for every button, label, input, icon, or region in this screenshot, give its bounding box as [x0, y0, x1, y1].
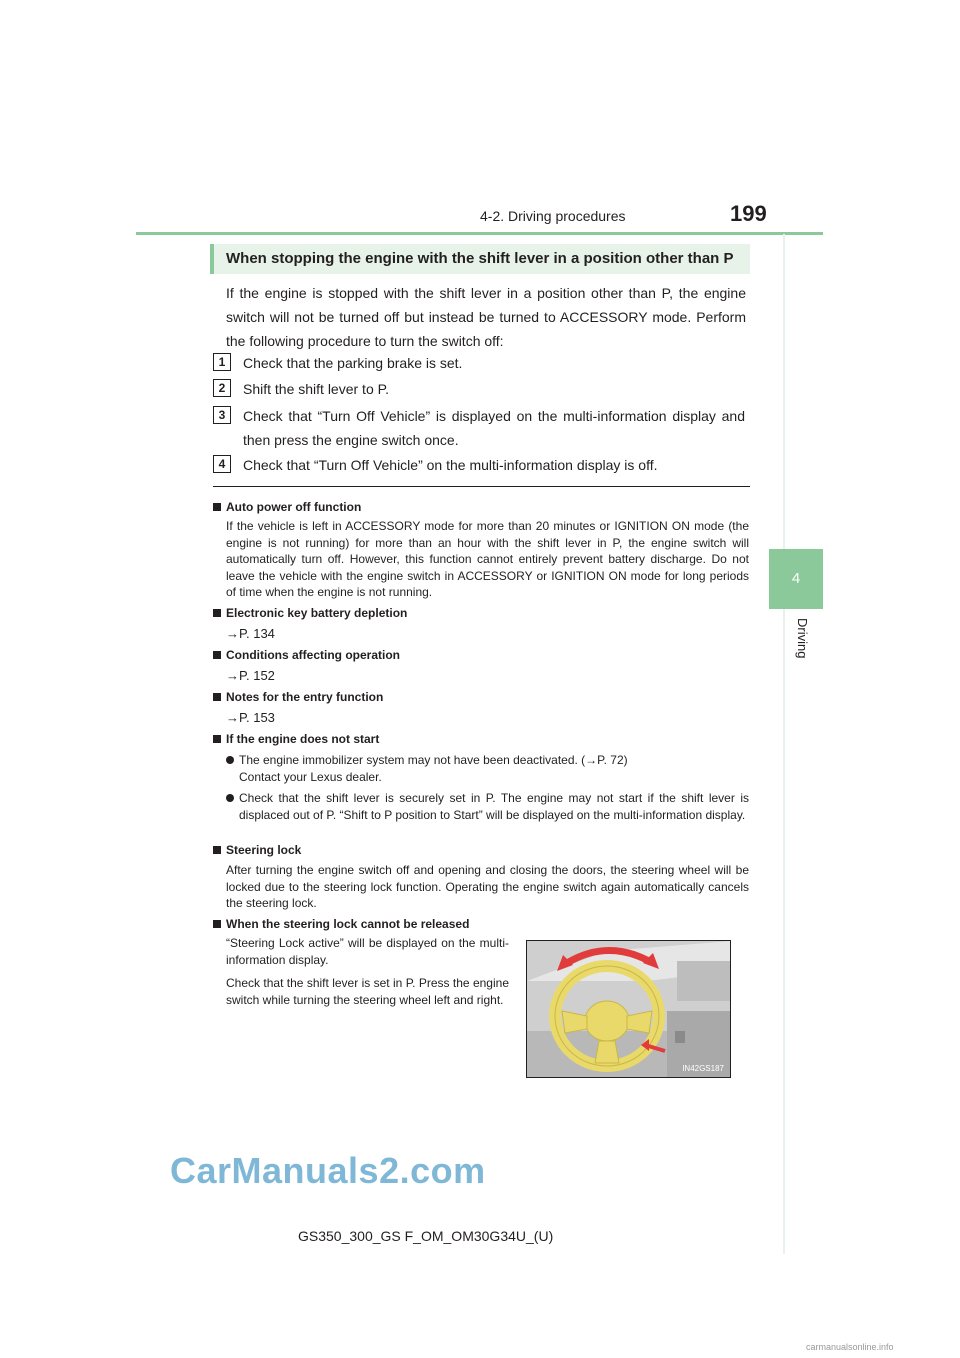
square-bullet-icon [213, 693, 221, 701]
step-number-badge: 2 [213, 379, 231, 397]
section-heading-text: When stopping the engine with the shift lever in a position other than P [226, 250, 734, 267]
header-rule [136, 232, 823, 235]
note-title: Steering lock [213, 843, 301, 857]
site-watermark: carmanualsonline.info [806, 1342, 894, 1352]
step-number-badge: 1 [213, 353, 231, 371]
page-reference[interactable]: →P. 152 [226, 668, 275, 683]
running-header-section: 4-2. Driving procedures [480, 208, 626, 224]
intro-paragraph: If the engine is stopped with the shift lever in a position other than P, the engine switch will not be turned off but instead be turned to ACCESSORY mode. Perform the following procedure to turn the switch off: [226, 285, 746, 349]
step-number-badge: 3 [213, 406, 231, 424]
page-reference[interactable]: →P. 134 [226, 626, 275, 641]
steering-wheel-drawing [527, 941, 731, 1078]
step-text: Check that the parking brake is set. [243, 355, 463, 371]
illustration-code: IN42GS187 [682, 1064, 724, 1073]
note-paragraph: “Steering Lock active” will be displayed on the multi-information display. [226, 936, 509, 967]
page-reference[interactable]: →P. 153 [226, 710, 275, 725]
note-body: After turning the engine switch off and opening and closing the doors, the steering wheel will be locked due to the steering lock function. Operating the engine switch again automatically cancels the steering lock. [226, 863, 749, 910]
chapter-label: Driving [795, 618, 810, 659]
chapter-number: 4 [791, 570, 801, 587]
note-title: When the steering lock cannot be released [213, 917, 469, 931]
square-bullet-icon [213, 920, 221, 928]
page-number: 199 [730, 201, 767, 226]
note-body: If the vehicle is left in ACCESSORY mode for more than 20 minutes or IGNITION ON mode (the engine is not running) for more than an hour with the shift lever in P, the engine switch will automatically turn off. However, this function cannot entirely prevent battery discharge. Do not leave the vehicle with the engine switch in ACCESSORY or IGNITION ON mode for long periods of time when the engine is not running. [226, 519, 749, 599]
side-rule [783, 234, 785, 1254]
bullet-item: The engine immobilizer system may not have been deactivated. (→P. 72) Contact your Lexus dealer. [226, 752, 749, 785]
note-title: Electronic key battery depletion [213, 606, 407, 620]
square-bullet-icon [213, 651, 221, 659]
watermark[interactable]: CarManuals2.com [170, 1150, 486, 1191]
bullet-item: Check that the shift lever is securely set in P. The engine may not start if the shift lever is displaced out of P. “Shift to P position to Start” will be displayed on the multi-information display. [226, 790, 749, 823]
square-bullet-icon [213, 503, 221, 511]
round-bullet-icon [226, 794, 234, 802]
steering-wheel-illustration [526, 940, 731, 1078]
step-number-badge: 4 [213, 455, 231, 473]
note-title: If the engine does not start [213, 732, 379, 746]
square-bullet-icon [213, 609, 221, 617]
step-text: Check that “Turn Off Vehicle” is displayed on the multi-information display and then press the engine switch once. [243, 408, 745, 448]
step-text: Check that “Turn Off Vehicle” on the multi-information display is off. [243, 457, 658, 473]
note-title: Notes for the entry function [213, 690, 383, 704]
footer-document-code: GS350_300_GS F_OM_OM30G34U_(U) [298, 1228, 554, 1244]
square-bullet-icon [213, 735, 221, 743]
round-bullet-icon [226, 756, 234, 764]
note-title: Auto power off function [213, 500, 361, 514]
steering-lock-description [226, 935, 509, 1008]
section-heading [210, 244, 750, 274]
section-divider [213, 486, 750, 487]
note-paragraph: Check that the shift lever is set in P. Press the engine switch while turning the steering wheel left and right. [226, 976, 509, 1007]
note-title: Conditions affecting operation [213, 648, 400, 662]
step-text: Shift the shift lever to P. [243, 381, 390, 397]
square-bullet-icon [213, 846, 221, 854]
